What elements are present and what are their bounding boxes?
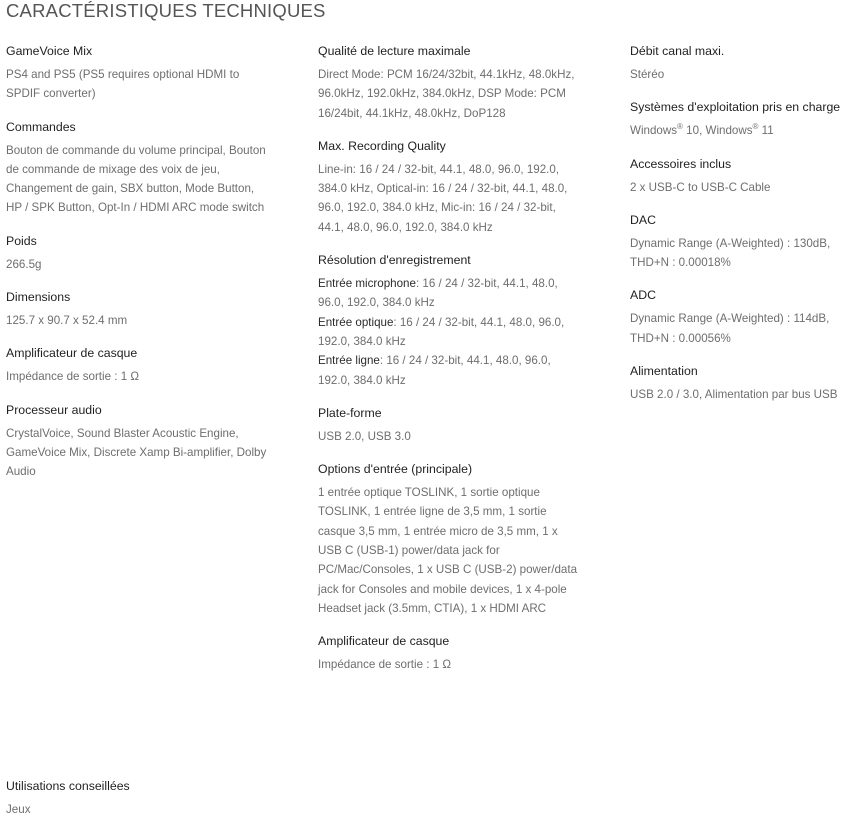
spec-value <box>318 274 580 390</box>
spec-label: Plate-forme <box>318 405 382 420</box>
spec-label: Commandes <box>6 119 76 134</box>
page-title: CARACTÉRISTIQUES TECHNIQUES <box>6 0 326 21</box>
spec-max-channel <box>630 42 865 84</box>
spec-controls <box>6 118 268 218</box>
spec-value: Impédance de sortie : 1 Ω <box>6 370 140 384</box>
os-windows-text: Windows <box>630 124 678 138</box>
spec-value: Bouton de commande du volume principal, Bouton de commande de mixage des voix de jeu, Changement de gain, SBX button, Mode Button, HP / SPK Button, Opt-In / HDMI ARC mode switch <box>6 143 266 215</box>
spec-recommended-usage <box>6 777 268 819</box>
spec-value: 1 entrée optique TOSLINK, 1 sortie optique TOSLINK, 1 entrée ligne de 3,5 mm, 1 sortie casque 3,5 mm, 1 entrée micro de 3,5 mm, 1 x USB C (USB-1) power/data jack for PC/Mac/Consoles, 1 x USB C (USB-2) power/data jack for Consoles and mobile devices, 1 x 4-pole Headset jack (3.5mm, CTIA), 1 x HDMI ARC <box>318 486 578 615</box>
spec-platform <box>318 404 580 446</box>
spec-label: Débit canal maxi. <box>630 44 725 58</box>
optical-input-value: : 16 / 24 / 32-bit, 44.1, 48.0, 96.0, 192.0, 384.0 kHz <box>318 315 565 348</box>
line-input-value: : 16 / 24 / 32-bit, 44.1, 48.0, 96.0, 192.0, 384.0 kHz <box>318 354 551 387</box>
spec-dimensions <box>6 288 268 330</box>
spec-max-recording-quality <box>318 137 580 237</box>
spec-input-options <box>318 460 580 618</box>
spec-label: Accessoires inclus <box>630 156 732 171</box>
spec-value: 2 x USB-C to USB-C Cable <box>630 180 771 194</box>
specs-column-3 <box>630 42 865 418</box>
spec-label: Alimentation <box>630 364 698 379</box>
spec-label: GameVoice Mix <box>6 44 93 58</box>
spec-dac <box>630 211 865 273</box>
spec-power <box>630 362 865 404</box>
os-windows-10-text: 10, Windows <box>682 124 753 138</box>
spec-label: Amplificateur de casque <box>318 634 450 649</box>
os-windows-11-text: 11 <box>758 124 774 138</box>
spec-supported-os <box>630 98 865 140</box>
spec-weight <box>6 232 268 274</box>
spec-value: Dynamic Range (A-Weighted) : 114dB, THD+N : 0.00056% <box>630 312 830 345</box>
spec-label: Processeur audio <box>6 402 102 417</box>
spec-value: USB 2.0, USB 3.0 <box>318 429 411 443</box>
spec-label: Dimensions <box>6 290 71 305</box>
spec-value: Dynamic Range (A-Weighted) : 130dB, THD+N : 0.00018% <box>630 236 831 270</box>
spec-headphone-amp-2 <box>318 632 580 674</box>
spec-label: Qualité de lecture maximale <box>318 44 471 58</box>
spec-max-playback-quality <box>318 42 580 123</box>
spec-headphone-amp <box>6 344 268 386</box>
spec-gamevoice-mix <box>6 42 268 104</box>
registered-mark: ® <box>752 122 759 132</box>
spec-label: Amplificateur de casque <box>6 346 138 361</box>
spec-value: Impédance de sortie : 1 Ω <box>318 658 452 672</box>
spec-label: DAC <box>630 212 656 227</box>
spec-label: Options d'entrée (principale) <box>318 462 473 477</box>
spec-included-accessories <box>630 155 865 197</box>
spec-value: Stéréo <box>630 68 665 81</box>
spec-value: USB 2.0 / 3.0, Alimentation par bus USB <box>630 388 838 402</box>
spec-value: PS4 and PS5 (PS5 requires optional HDMI to SPDIF converter) <box>6 68 240 101</box>
mic-input-value: : 16 / 24 / 32-bit, 44.1, 48.0, 96.0, 192.0, 384.0 kHz <box>318 277 558 310</box>
spec-label: Résolution d'enregistrement <box>318 253 471 268</box>
spec-value: 266.5g <box>6 257 42 271</box>
spec-label: Max. Recording Quality <box>318 138 446 153</box>
spec-audio-processor <box>6 401 268 482</box>
spec-value <box>630 121 865 140</box>
spec-label: Systèmes d'exploitation pris en charge <box>630 100 841 115</box>
optical-input-label: Entrée optique <box>318 315 394 329</box>
line-input-label: Entrée ligne <box>318 354 380 368</box>
registered-mark: ® <box>677 122 683 132</box>
spec-label: Poids <box>6 233 37 248</box>
mic-input-label: Entrée microphone <box>318 277 416 291</box>
spec-value: Direct Mode: PCM 16/24/32bit, 44.1kHz, 48.0kHz, 96.0kHz, 192.0kHz, 384.0kHz, DSP Mode: PCM 16/24bit, 44.1kHz, 48.0kHz, DoP128 <box>318 68 575 120</box>
spec-adc <box>630 286 865 348</box>
spec-label: ADC <box>630 288 656 303</box>
specs-column-1 <box>6 42 268 496</box>
spec-value: CrystalVoice, Sound Blaster Acoustic Engine, GameVoice Mix, Discrete Xamp Bi-amplifier, Dolby Audio <box>6 426 267 479</box>
specs-column-2 <box>318 42 580 689</box>
spec-recording-resolution <box>318 251 580 390</box>
spec-value: Jeux <box>6 803 31 816</box>
spec-value: Line-in: 16 / 24 / 32-bit, 44.1, 48.0, 96.0, 192.0, 384.0 kHz, Optical-in: 16 / 24 / 32-bit, 44.1, 48.0, 96.0, 192.0, 384.0 kHz, Mic-in: 16 / 24 / 32-bit, 44.1, 48.0, 96.0, 192.0, 384.0 kHz <box>318 162 568 234</box>
spec-value: 125.7 x 90.7 x 52.4 mm <box>6 314 128 328</box>
spec-label: Utilisations conseillées <box>6 779 130 793</box>
